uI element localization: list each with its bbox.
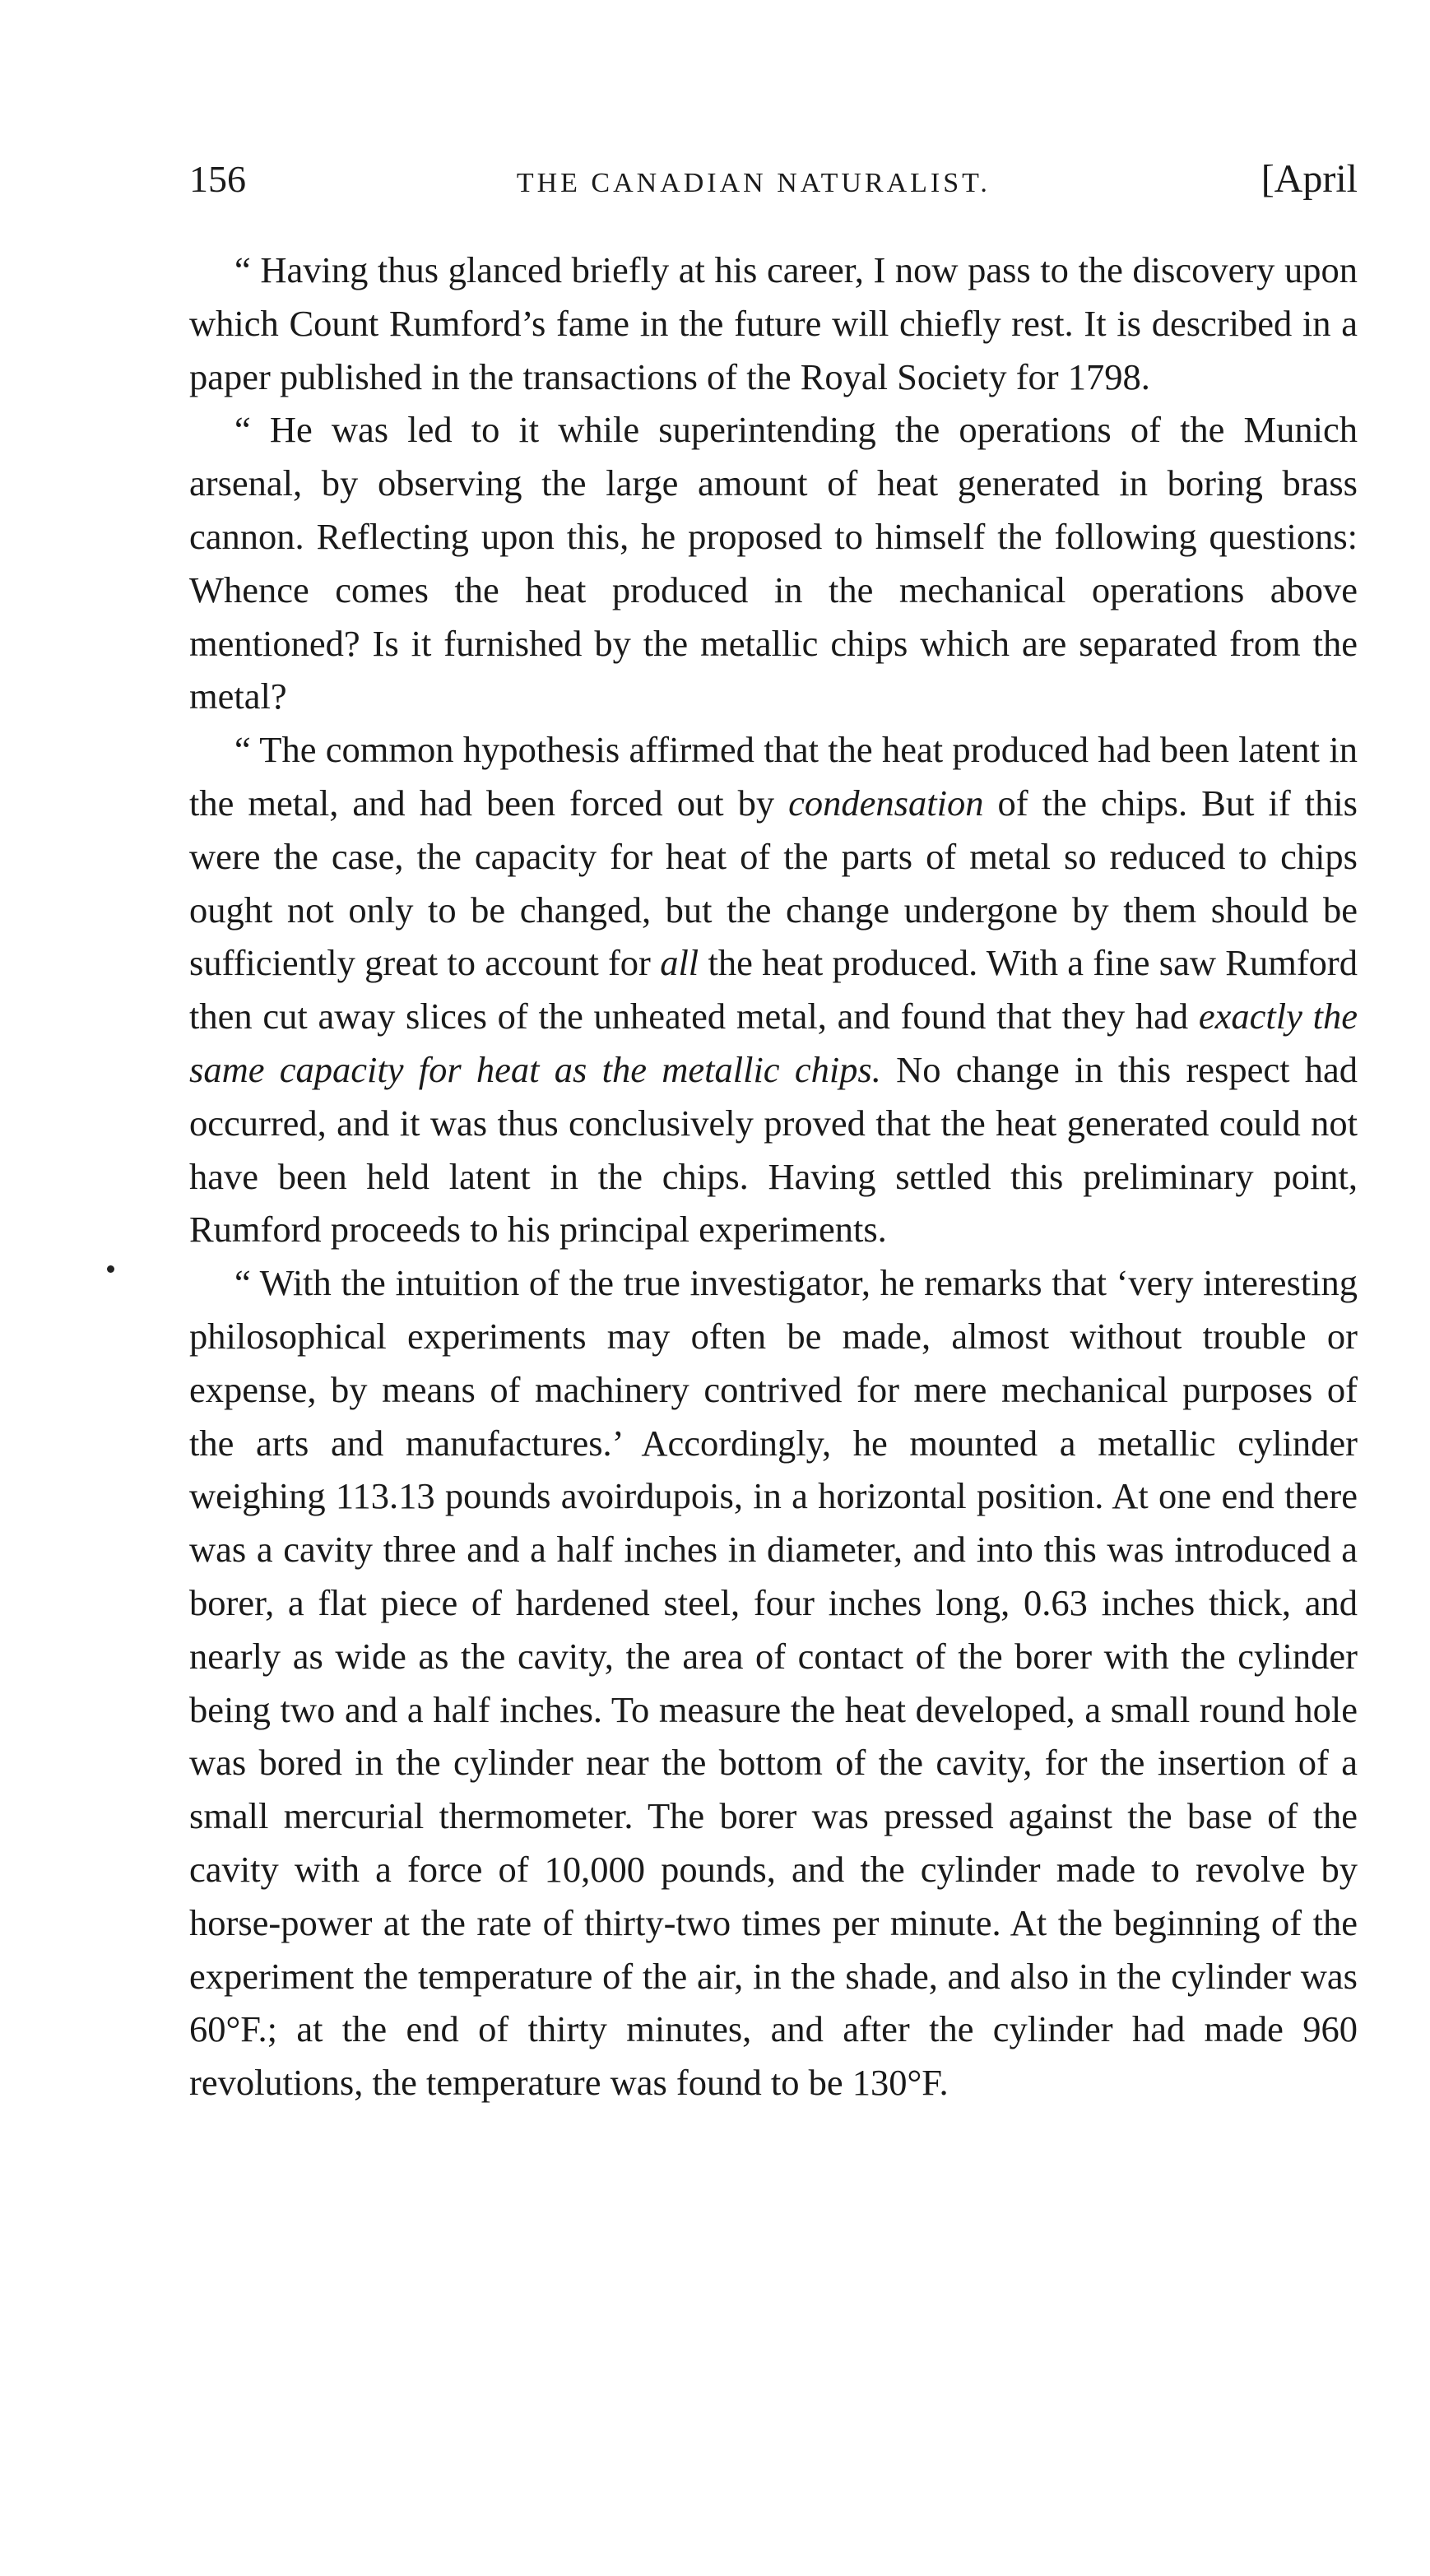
body-text [189,244,1358,2110]
italic-text-segment: exactly the same capacity for heat as the metallic chips. [189,996,1358,1090]
paragraph [189,244,1358,403]
issue-month: [April [1261,157,1358,201]
journal-title: THE CANADIAN NATURALIST. [516,168,991,198]
paragraph [189,403,1358,723]
text-segment: “ With the intuition of the true investigator, he remarks that ‘very interesting philosophical experiments may often be made, almost without trouble or expense, by means of machinery contrived for mere mechanical purposes of the arts and manufactures.’ Accordingly, he mounted a metallic cylinder weighing 113.13 pounds avoirdupois, in a horizontal position. At one end there was a cavity three and a half inches in diameter, and into this was introduced a borer, a flat piece of hardened steel, four inches long, 0.63 inches thick, and nearly as wide as the cavity, the area of contact of the borer with the cylinder being two and a half inches. To measure the heat developed, a small round hole was bored in the cylinder near the bottom of the cavity, for the insertion of a small mercurial thermometer. The borer was pressed against the base of the cavity with a force of 10,000 pounds, and the cylinder made to revolve by horse-power at the rate of thirty-two times per minute. At the beginning of the experiment the temperature of the air, in the shade, and also in the cylinder was 60°F.; at the end of thirty minutes, and after the cylinder had made 960 revolutions, the temperature was found to be 130°F. [189,1262,1358,2104]
paragraph [189,1256,1358,2110]
italic-text-segment: condensation [788,782,984,824]
margin-dot [107,1265,114,1273]
text-segment: “ He was led to it while superintending the operations of the Munich arsenal, by observing the large amount of heat generated in boring brass cannon. Reflecting upon this, he proposed to himself the following questions: Whence comes the heat produced in the mechanical operations above mentioned? Is it furnished by the metallic chips which are separated from the metal? [189,409,1358,717]
text-segment: of the chips. But if this were the case, the capacity for heat of the parts of metal so reduced to chips ought not only to be changed, but the change undergone by them should be sufficiently great to account for [189,782,1358,984]
text-segment: No change in this respect had occurred, and it was thus conclusively proved that the heat generated could not have been held latent in the chips. Having settled this preliminary point, Rumford proceeds to his principal experiments. [189,1048,1358,1251]
paragraph [189,723,1358,1256]
book-page [189,156,1358,2110]
page-number: 156 [189,158,246,200]
text-segment: “ Having thus glanced briefly at his career, I now pass to the discovery upon which Count Rumford’s fame in the future will chiefly rest. It is described in a paper published in the transactions of the Royal Society for 1798. [189,249,1358,397]
italic-text-segment: all [660,942,699,984]
running-head [189,156,1358,214]
text-segment: “ The common hypothesis affirmed that the heat produced had been latent in the metal, and had been forced out by [189,729,1358,824]
text-segment: the heat produced. With a fine saw Rumford then cut away slices of the unheated metal, and found that they had [189,942,1358,1037]
